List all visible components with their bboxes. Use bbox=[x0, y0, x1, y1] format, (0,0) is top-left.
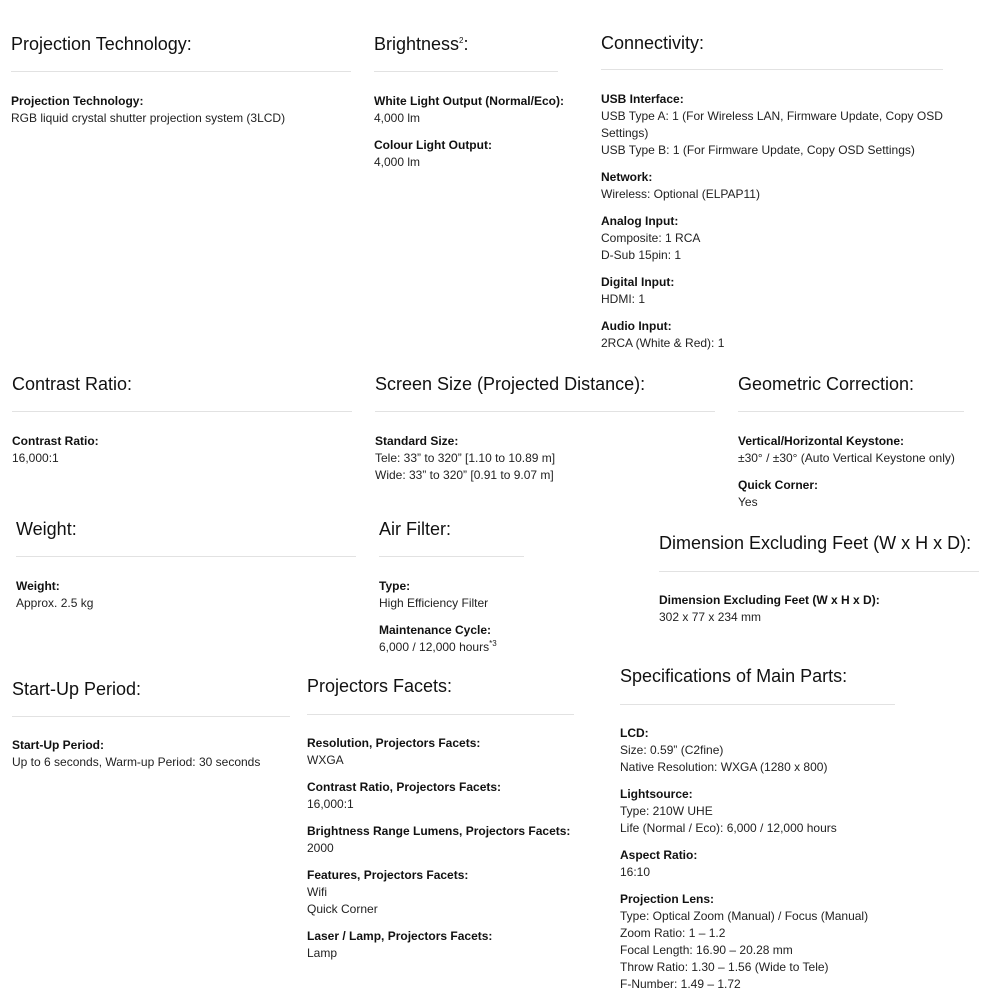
spec-value: 302 x 77 x 234 mm bbox=[659, 610, 762, 624]
spec-item bbox=[379, 578, 497, 612]
spec-value bbox=[379, 639, 497, 656]
spec-value: 2RCA (White & Red): 1 bbox=[601, 336, 725, 350]
spec-label: Type: bbox=[379, 579, 411, 593]
section-contrast-ratio bbox=[12, 373, 133, 465]
spec-value: Native Resolution: WXGA (1280 x 800) bbox=[620, 760, 828, 774]
section-title: Projection Technology: bbox=[11, 34, 192, 54]
section-geometric-correction bbox=[738, 373, 955, 509]
spec-value-text: 6,000 / 12,000 hours bbox=[379, 640, 490, 654]
spec-list bbox=[375, 433, 555, 494]
spec-value: High Efficiency Filter bbox=[379, 596, 489, 610]
spec-label: Contrast Ratio, Projectors Facets: bbox=[307, 780, 502, 794]
spec-value: Quick Corner bbox=[307, 902, 378, 916]
section-title: Projectors Facets: bbox=[307, 676, 453, 696]
spec-item bbox=[620, 847, 868, 881]
spec-label: Dimension Excluding Feet (W x H x D): bbox=[659, 593, 880, 607]
spec-value: Zoom Ratio: 1 – 1.2 bbox=[620, 926, 726, 940]
spec-value: Yes bbox=[738, 495, 758, 509]
spec-value: 16,000:1 bbox=[307, 797, 354, 811]
spec-value: 2000 bbox=[307, 841, 334, 855]
spec-item bbox=[620, 891, 868, 993]
spec-item bbox=[738, 433, 955, 467]
spec-list bbox=[11, 93, 285, 137]
spec-value: WXGA bbox=[307, 753, 344, 767]
section-title: Start-Up Period: bbox=[12, 679, 142, 699]
spec-value: Up to 6 seconds, Warm-up Period: 30 seconds bbox=[12, 755, 261, 769]
section-title: Connectivity: bbox=[601, 33, 705, 53]
spec-item bbox=[601, 318, 971, 352]
spec-list bbox=[379, 578, 497, 666]
section-divider bbox=[601, 69, 943, 70]
spec-list bbox=[12, 737, 260, 781]
spec-list bbox=[374, 93, 564, 181]
spec-list bbox=[659, 592, 880, 636]
section-divider bbox=[12, 411, 352, 412]
section-title: Dimension Excluding Feet (W x H x D): bbox=[659, 533, 972, 553]
spec-value: ±30° / ±30° (Auto Vertical Keystone only) bbox=[738, 451, 955, 465]
spec-value: 16:10 bbox=[620, 865, 651, 879]
spec-value: 4,000 lm bbox=[374, 111, 421, 125]
section-dimension bbox=[659, 532, 972, 624]
spec-item bbox=[374, 93, 564, 127]
spec-item bbox=[12, 737, 260, 771]
spec-value: Wireless: Optional (ELPAP11) bbox=[601, 187, 760, 201]
spec-item bbox=[16, 578, 93, 612]
footnote-marker: *3 bbox=[489, 639, 497, 648]
spec-list bbox=[16, 578, 93, 622]
section-title: Air Filter: bbox=[379, 519, 451, 539]
spec-item bbox=[307, 735, 570, 769]
spec-value: 4,000 lm bbox=[374, 155, 421, 169]
spec-label: Resolution, Projectors Facets: bbox=[307, 736, 481, 750]
section-title bbox=[374, 33, 469, 55]
spec-label: Vertical/Horizontal Keystone: bbox=[738, 434, 905, 448]
spec-label: Weight: bbox=[16, 579, 60, 593]
spec-value: Wide: 33” to 320” [0.91 to 9.07 m] bbox=[375, 468, 554, 482]
section-divider bbox=[659, 571, 979, 572]
spec-label: Projection Lens: bbox=[620, 892, 715, 906]
spec-label: White Light Output (Normal/Eco): bbox=[374, 94, 564, 108]
spec-label: LCD: bbox=[620, 726, 649, 740]
section-divider bbox=[16, 556, 356, 557]
spec-label: Analog Input: bbox=[601, 214, 679, 228]
section-divider bbox=[12, 716, 290, 717]
section-divider bbox=[375, 411, 715, 412]
section-air-filter bbox=[379, 518, 497, 654]
spec-list bbox=[738, 433, 955, 521]
spec-value: F-Number: 1.49 – 1.72 bbox=[620, 977, 741, 991]
spec-item bbox=[620, 725, 868, 776]
spec-value: USB Type A: 1 (For Wireless LAN, Firmware Update, Copy OSD Settings) bbox=[601, 109, 943, 140]
section-title: Geometric Correction: bbox=[738, 374, 915, 394]
spec-label: Digital Input: bbox=[601, 275, 675, 289]
spec-item bbox=[601, 91, 971, 159]
spec-item bbox=[307, 867, 570, 918]
spec-item bbox=[601, 274, 971, 308]
spec-label: Colour Light Output: bbox=[374, 138, 492, 152]
section-main-parts bbox=[620, 665, 869, 991]
spec-item bbox=[374, 137, 564, 171]
footnote-marker: 2 bbox=[459, 36, 464, 45]
spec-label: Features, Projectors Facets: bbox=[307, 868, 469, 882]
section-title: Specifications of Main Parts: bbox=[620, 666, 848, 686]
section-startup-period bbox=[12, 678, 261, 769]
spec-value: Life (Normal / Eco): 6,000 / 12,000 hours bbox=[620, 821, 837, 835]
section-title: Screen Size (Projected Distance): bbox=[375, 374, 646, 394]
spec-label: Laser / Lamp, Projectors Facets: bbox=[307, 929, 493, 943]
spec-value: USB Type B: 1 (For Firmware Update, Copy OSD Settings) bbox=[601, 143, 915, 157]
section-title: Contrast Ratio: bbox=[12, 374, 133, 394]
spec-list bbox=[620, 725, 868, 1003]
spec-label: USB Interface: bbox=[601, 92, 684, 106]
spec-value: HDMI: 1 bbox=[601, 292, 646, 306]
section-projection-technology bbox=[11, 33, 286, 125]
section-title-text: Brightness bbox=[374, 34, 460, 54]
spec-item bbox=[307, 823, 570, 857]
spec-value: Composite: 1 RCA bbox=[601, 231, 701, 245]
spec-label: Lightsource: bbox=[620, 787, 693, 801]
section-divider bbox=[379, 556, 524, 557]
section-divider bbox=[620, 704, 895, 705]
spec-label: Projection Technology: bbox=[11, 94, 144, 108]
spec-item bbox=[307, 779, 570, 813]
section-divider bbox=[307, 714, 574, 715]
spec-value: Approx. 2.5 kg bbox=[16, 596, 94, 610]
spec-value: Type: Optical Zoom (Manual) / Focus (Manual) bbox=[620, 909, 869, 923]
spec-label: Brightness Range Lumens, Projectors Facets: bbox=[307, 824, 571, 838]
spec-value: Tele: 33” to 320” [1.10 to 10.89 m] bbox=[375, 451, 556, 465]
spec-value: Wifi bbox=[307, 885, 327, 899]
spec-item bbox=[379, 622, 497, 656]
spec-label: Quick Corner: bbox=[738, 478, 819, 492]
spec-value: Focal Length: 16.90 – 20.28 mm bbox=[620, 943, 793, 957]
section-title: Weight: bbox=[16, 519, 77, 539]
section-title-suffix: : bbox=[463, 34, 469, 54]
spec-label: Aspect Ratio: bbox=[620, 848, 698, 862]
spec-item bbox=[620, 786, 868, 837]
spec-label: Start-Up Period: bbox=[12, 738, 105, 752]
spec-item bbox=[307, 928, 570, 962]
spec-value: D-Sub 15pin: 1 bbox=[601, 248, 682, 262]
section-divider bbox=[374, 71, 558, 72]
spec-label: Audio Input: bbox=[601, 319, 672, 333]
spec-item bbox=[375, 433, 555, 484]
spec-label: Standard Size: bbox=[375, 434, 459, 448]
spec-value: Throw Ratio: 1.30 – 1.56 (Wide to Tele) bbox=[620, 960, 829, 974]
section-connectivity bbox=[601, 32, 943, 350]
section-divider bbox=[738, 411, 964, 412]
spec-label: Contrast Ratio: bbox=[12, 434, 99, 448]
spec-item bbox=[601, 169, 971, 203]
section-brightness bbox=[374, 33, 564, 169]
spec-list bbox=[12, 433, 99, 477]
section-screen-size bbox=[375, 373, 646, 482]
spec-list bbox=[307, 735, 570, 972]
section-projectors-facets bbox=[307, 675, 571, 960]
spec-list bbox=[601, 91, 971, 362]
spec-item bbox=[601, 213, 971, 264]
spec-item bbox=[12, 433, 99, 467]
section-weight bbox=[16, 518, 94, 610]
spec-value: 16,000:1 bbox=[12, 451, 59, 465]
section-divider bbox=[11, 71, 351, 72]
spec-value: Lamp bbox=[307, 946, 338, 960]
spec-value: Size: 0.59” (C2fine) bbox=[620, 743, 724, 757]
spec-item bbox=[11, 93, 285, 127]
spec-value: RGB liquid crystal shutter projection system (3LCD) bbox=[11, 111, 286, 125]
spec-item bbox=[659, 592, 880, 626]
spec-item bbox=[738, 477, 955, 511]
spec-value: Type: 210W UHE bbox=[620, 804, 713, 818]
spec-label: Maintenance Cycle: bbox=[379, 623, 492, 637]
spec-label: Network: bbox=[601, 170, 653, 184]
